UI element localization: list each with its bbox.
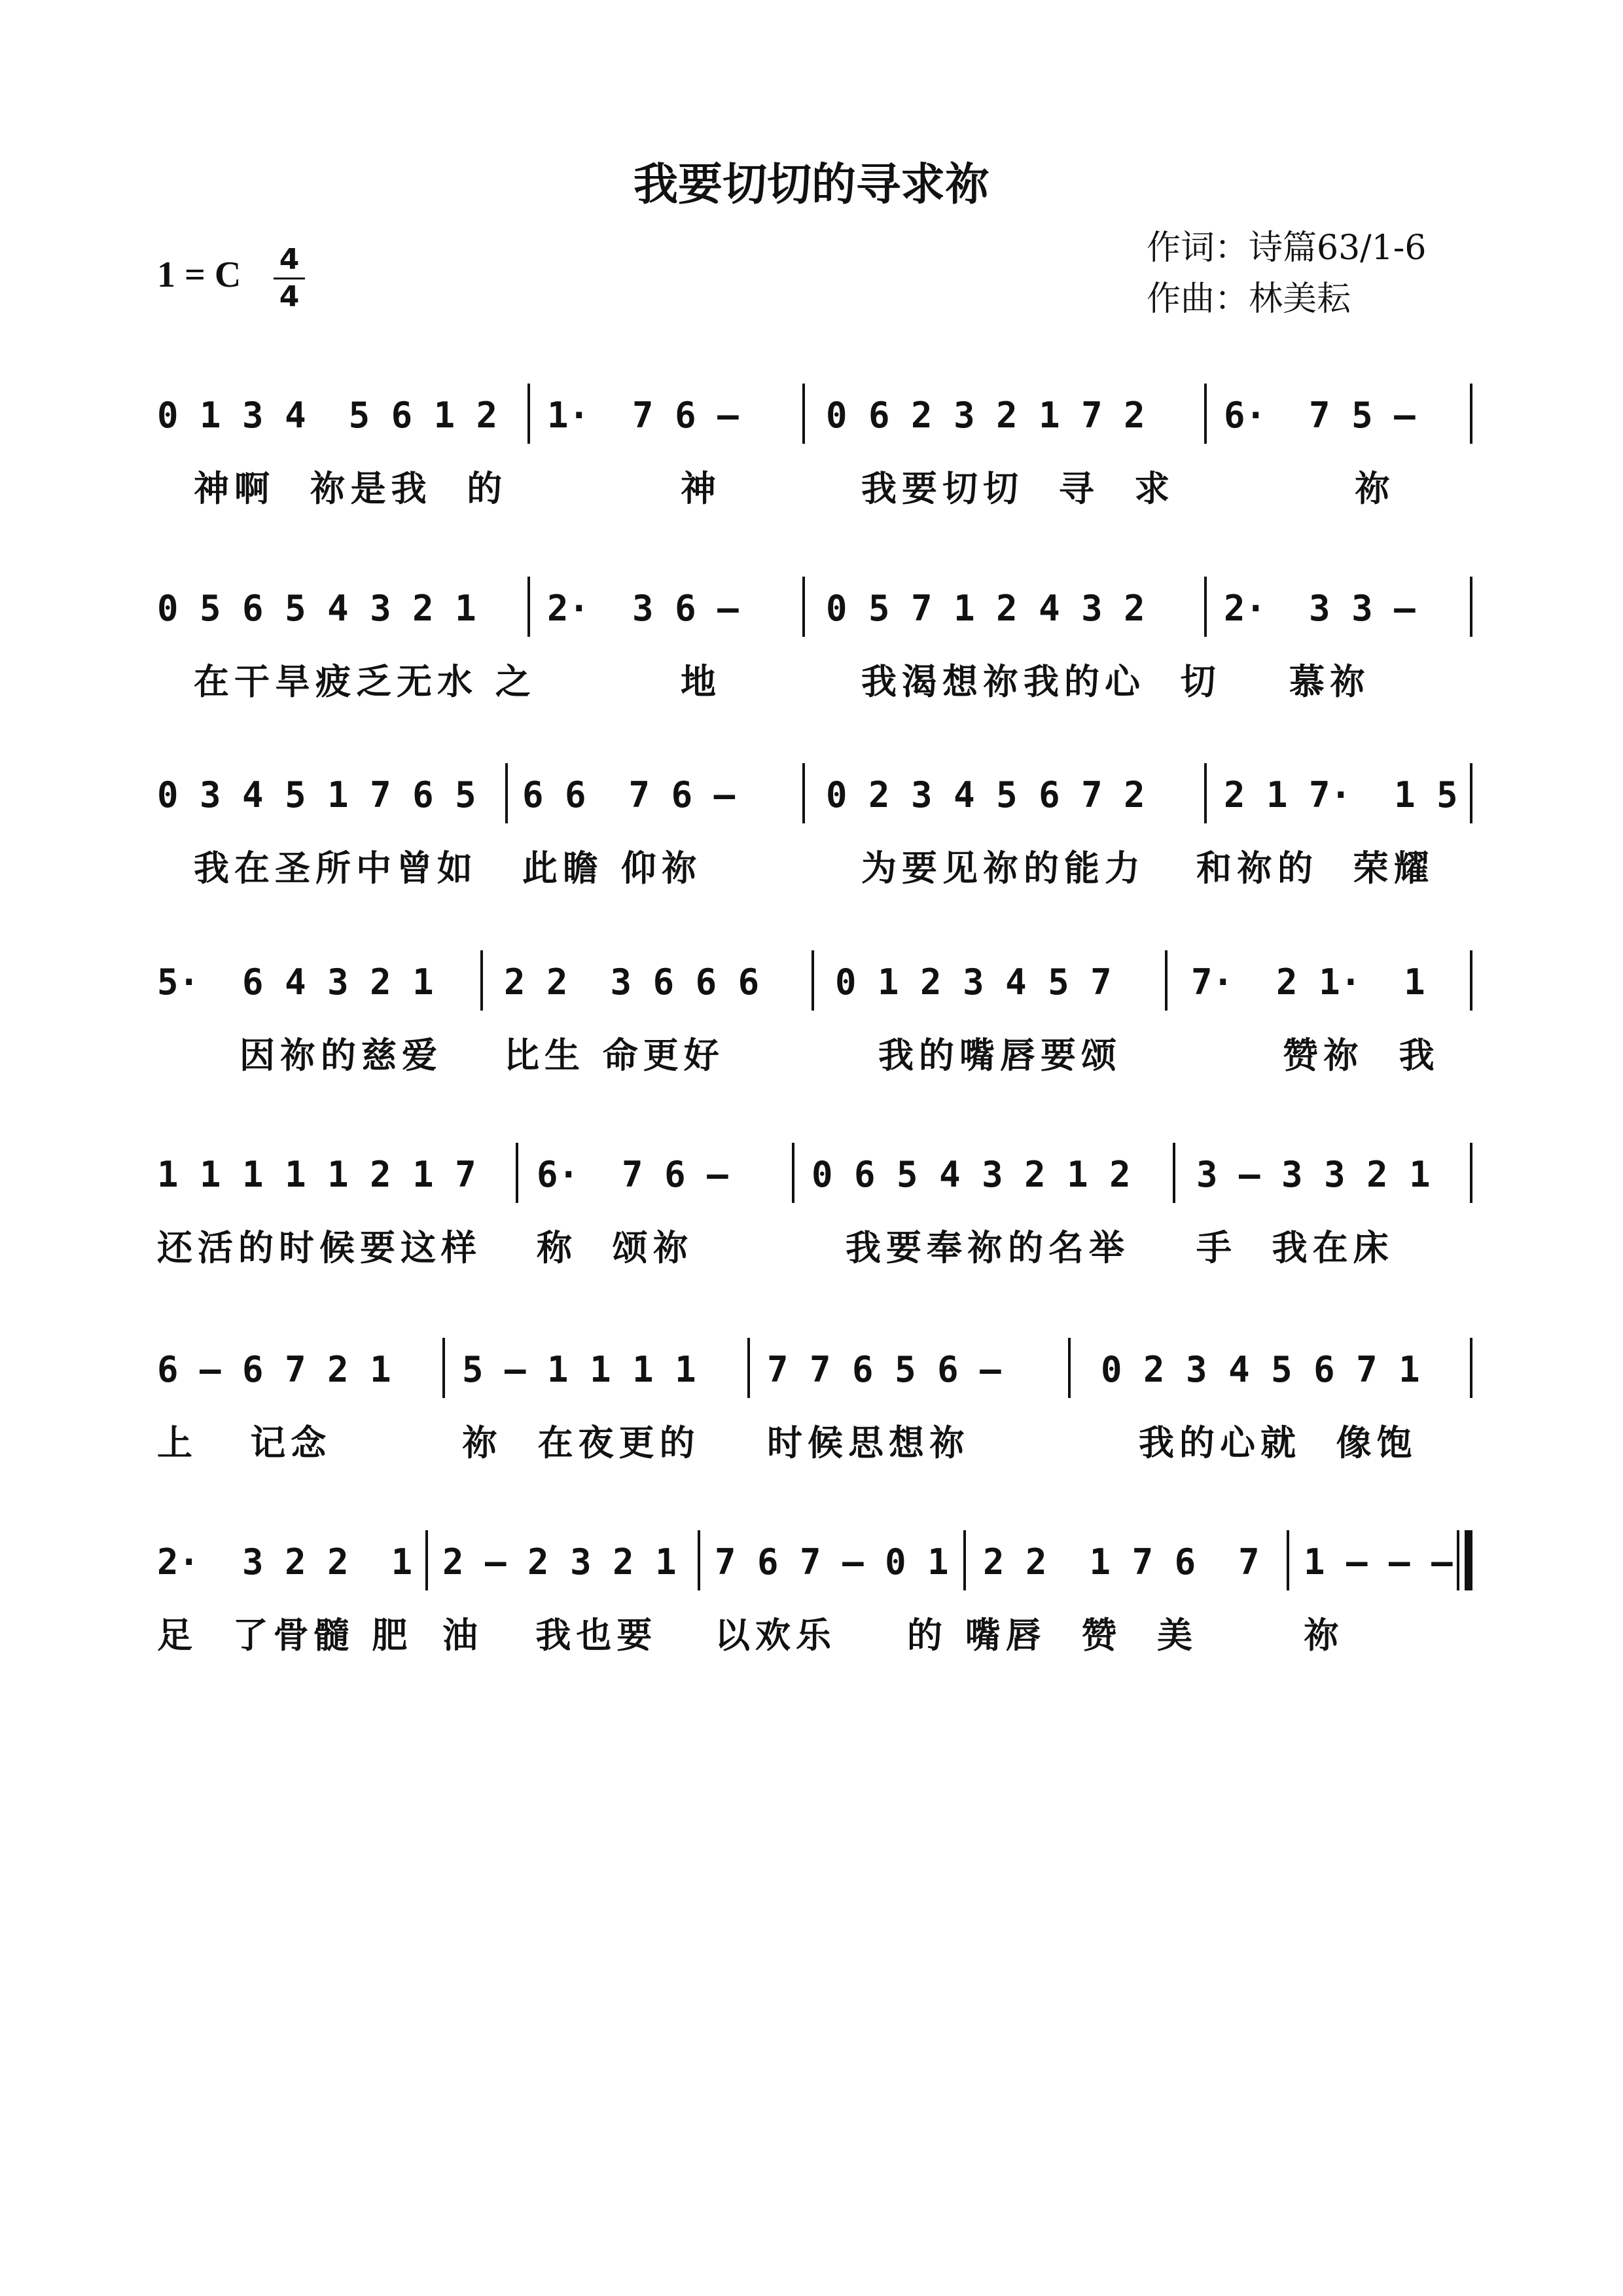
credits xyxy=(1147,223,1426,325)
measure: 0 5 6 5 4 3 2 1 xyxy=(157,588,476,629)
lyric-segment: 此瞻 仰祢 xyxy=(522,848,702,889)
measure: 2· 3 2 2 1 xyxy=(157,1541,413,1583)
lyric-segment: 我的心就 像饱 xyxy=(1139,1422,1418,1463)
music-system-1 xyxy=(157,393,1472,550)
lyrics-line xyxy=(157,466,1472,512)
measure: 7· 2 1· 1 xyxy=(1191,961,1425,1003)
measure: 0 1 3 4 5 6 1 2 xyxy=(157,395,498,436)
bar-line xyxy=(792,1143,794,1203)
bar-line xyxy=(1165,950,1168,1011)
time-signature-line xyxy=(274,278,305,279)
measure: 1· 7 6 – xyxy=(547,395,739,436)
lyric-segment: 赞祢 我 xyxy=(1283,1035,1440,1076)
measure: 0 2 3 4 5 6 7 1 xyxy=(1101,1349,1420,1390)
lyric-segment: 还活的时候要这样 xyxy=(157,1227,482,1268)
bar-line xyxy=(812,950,814,1011)
bar-line xyxy=(1470,384,1472,444)
measure: 2 2 1 7 6 7 xyxy=(983,1541,1260,1583)
lyric-segment: 我要切切 寻 求 xyxy=(861,468,1175,509)
lyric-segment: 我要奉祢的名举 xyxy=(846,1227,1130,1268)
lyricist-credit: 作词：诗篇63/1-6 xyxy=(1147,228,1427,268)
music-system-7 xyxy=(157,1539,1472,1696)
notation-line xyxy=(157,1539,1472,1598)
lyric-segment: 因祢的慈爱 xyxy=(240,1035,442,1076)
lyric-segment: 和祢的 荣耀 xyxy=(1196,848,1435,889)
lyrics-line xyxy=(157,1613,1472,1659)
measure: 6 – 6 7 2 1 xyxy=(157,1349,391,1390)
lyric-segment: 以欢乐 xyxy=(715,1615,836,1656)
composer-credit: 作曲：林美耘 xyxy=(1147,279,1351,319)
music-system-5 xyxy=(157,1152,1472,1309)
measure: 0 1 2 3 4 5 7 xyxy=(835,961,1112,1003)
time-signature xyxy=(274,243,305,314)
bar-line xyxy=(698,1530,700,1590)
lyric-segment: 祢 xyxy=(1304,1615,1344,1656)
key-signature: 1 = C xyxy=(157,255,241,295)
measure: 5 – 1 1 1 1 xyxy=(462,1349,696,1390)
lyrics-line xyxy=(157,659,1472,705)
lyric-segment: 祢 xyxy=(1355,468,1395,509)
bar-line xyxy=(1457,1530,1459,1590)
notation-line xyxy=(157,772,1472,831)
lyric-segment: 足 了骨髓 肥 xyxy=(157,1615,413,1656)
notation-line xyxy=(157,960,1472,1018)
measure: 2· 3 3 – xyxy=(1224,588,1416,629)
measure: 0 6 5 4 3 2 1 2 xyxy=(812,1154,1131,1195)
lyric-segment: 油 我也要 xyxy=(442,1615,658,1656)
measure: 0 6 2 3 2 1 7 2 xyxy=(826,395,1145,436)
bar-line xyxy=(1470,763,1472,823)
bar-line xyxy=(802,763,805,823)
bar-line xyxy=(1470,577,1472,637)
song-title: 我要切切的寻求祢 xyxy=(633,159,990,211)
measure: 2 1 7· 1 5 xyxy=(1224,774,1458,816)
bar-line xyxy=(1287,1530,1289,1590)
measure: 6· 7 6 – xyxy=(537,1154,728,1195)
measure: 6· 7 5 – xyxy=(1224,395,1416,436)
bar-line xyxy=(802,384,805,444)
lyric-segment: 祢 在夜更的 xyxy=(462,1422,700,1463)
measure: 7 7 6 5 6 – xyxy=(767,1349,1001,1390)
measure: 7 6 7 – 0 1 xyxy=(715,1541,949,1583)
lyric-segment: 比生 命更好 xyxy=(504,1035,724,1076)
lyric-segment: 手 我在床 xyxy=(1196,1227,1394,1268)
measure: 1 – – – xyxy=(1304,1541,1453,1583)
bar-line xyxy=(963,1530,966,1590)
bar-line xyxy=(1470,1338,1472,1398)
bar-line xyxy=(1204,577,1207,637)
bar-line xyxy=(1068,1338,1071,1398)
lyric-segment: 称 颂祢 xyxy=(537,1227,694,1268)
lyric-segment: 为要见祢的能力 xyxy=(861,848,1145,889)
lyric-segment: 的 嘴唇 赞 美 xyxy=(907,1615,1198,1656)
final-bar-line xyxy=(1465,1530,1472,1590)
lyric-segment: 在干旱疲乏无水 之 xyxy=(194,661,536,702)
music-system-6 xyxy=(157,1347,1472,1504)
notation-line xyxy=(157,586,1472,645)
measure: 3 – 3 3 2 1 xyxy=(1196,1154,1431,1195)
lyric-segment: 我的嘴唇要颂 xyxy=(878,1035,1122,1076)
lyric-segment: 神啊 祢是我 的 xyxy=(194,468,508,509)
bar-line xyxy=(516,1143,518,1203)
bar-line xyxy=(527,577,530,637)
measure: 0 5 7 1 2 4 3 2 xyxy=(826,588,1145,629)
music-system-3 xyxy=(157,772,1472,929)
music-system-4 xyxy=(157,960,1472,1117)
bar-line xyxy=(1173,1143,1175,1203)
lyric-segment: 神 xyxy=(681,468,721,509)
bar-line xyxy=(505,763,508,823)
bar-line xyxy=(442,1338,445,1398)
lyric-segment: 时候思想祢 xyxy=(767,1422,970,1463)
bar-line xyxy=(527,384,530,444)
measure: 1 1 1 1 1 2 1 7 xyxy=(157,1154,476,1195)
lyric-segment: 地 xyxy=(681,661,721,702)
measure: 0 2 3 4 5 6 7 2 xyxy=(826,774,1145,816)
notation-line xyxy=(157,1347,1472,1406)
notation-line xyxy=(157,1152,1472,1211)
bar-line xyxy=(802,577,805,637)
measure: 6 6 7 6 – xyxy=(522,774,736,816)
notation-line xyxy=(157,393,1472,452)
bar-line xyxy=(480,950,483,1011)
bar-line xyxy=(1204,763,1207,823)
lyrics-line xyxy=(157,1225,1472,1271)
lyrics-line xyxy=(157,1033,1472,1079)
time-signature-bottom: 4 xyxy=(279,280,300,314)
measure: 2 – 2 3 2 1 xyxy=(442,1541,677,1583)
measure: 2 2 3 6 6 6 xyxy=(504,961,760,1003)
time-signature-top: 4 xyxy=(279,243,300,276)
bar-line xyxy=(1204,384,1207,444)
bar-line xyxy=(425,1530,428,1590)
lyric-segment: 我在圣所中曾如 xyxy=(194,848,478,889)
lyrics-line xyxy=(157,846,1472,891)
lyric-segment: 我渴想祢我的心 切 xyxy=(861,661,1221,702)
bar-line xyxy=(1470,950,1472,1011)
measure: 0 3 4 5 1 7 6 5 xyxy=(157,774,476,816)
measure: 5· 6 4 3 2 1 xyxy=(157,961,434,1003)
bar-line xyxy=(747,1338,750,1398)
lyrics-line xyxy=(157,1420,1472,1466)
measure: 2· 3 6 – xyxy=(547,588,739,629)
lyric-segment: 上 记念 xyxy=(157,1422,332,1463)
lyric-segment: 慕祢 xyxy=(1289,661,1370,702)
music-system-2 xyxy=(157,586,1472,743)
bar-line xyxy=(1470,1143,1472,1203)
